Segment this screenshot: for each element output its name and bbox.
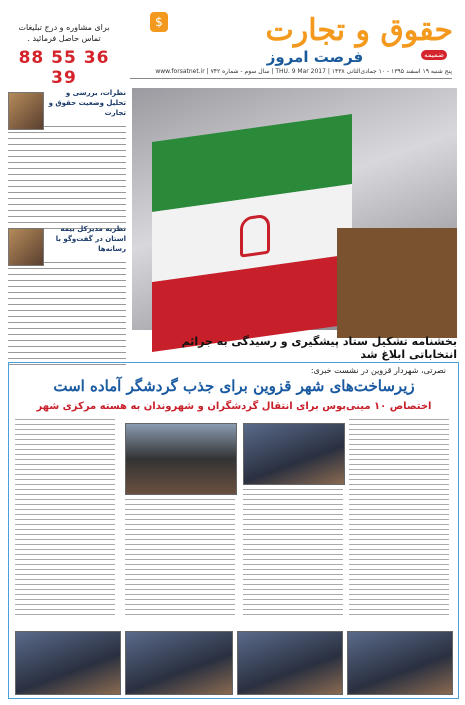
mayor-portrait-photo (125, 423, 237, 495)
ad-phone-number: 88 55 36 39 (18, 48, 110, 88)
story-subheadline: اختصاص ۱۰ مینی‌بوس برای انتقال گردشگران و شهروندان به هسته مرکزی شهر (36, 401, 432, 412)
main-story-photo (132, 88, 457, 330)
advertising-contact-box (8, 22, 120, 88)
ballot-box-image (337, 228, 457, 338)
main-story-headline: بخشنامه تشکیل ستاد پیشگیری و رسیدگی به جرائم انتخاباتی ابلاغ شد (181, 335, 457, 361)
meeting-photo-3 (237, 631, 343, 695)
sidebar-body-text-1 (8, 126, 126, 229)
story-headline: زیرساخت‌های شهر قزوین برای جذب گردشگر آماده است (53, 377, 415, 395)
sidebar-portrait-1 (8, 92, 44, 130)
lower-feature-story (8, 362, 459, 699)
sidebar-story-2 (8, 224, 126, 360)
supplement-badge: ضمیمه (421, 50, 447, 60)
newspaper-title: حقوق و تجارت (265, 13, 453, 48)
sidebar-portrait-2 (8, 228, 44, 266)
article-column-1 (15, 419, 115, 625)
article-column-3 (243, 489, 343, 625)
story-kicker: نصرتی، شهردار قزوین در نشست خبری: (310, 366, 446, 375)
sidebar-headline-2: نظریه مدیرکل بیمه استان در گفت‌وگو با رسانه‌ها (55, 225, 126, 253)
dateline: پنج شنبه ۱۹ اسفند ۱۳۹۵ - ۱۰ جمادی‌الثانی ۱۴۳۸ | THU. 9 Mar 2017 | سال سوم - شماره ۷۴۲ | www.forsatnet.ir (130, 68, 452, 79)
sidebar-column (8, 88, 126, 360)
ad-line-1: برای مشاوره و درج تبلیغات (18, 23, 110, 32)
sidebar-headline-1: نظرات، بررسی و تحلیل وضعیت حقوق و تجارت (48, 89, 126, 117)
article-column-4 (349, 419, 449, 625)
article-column-2 (125, 499, 235, 625)
dollar-logo-icon: $ (150, 12, 168, 32)
sidebar-story-1 (8, 88, 126, 224)
meeting-photo-4 (347, 631, 453, 695)
meeting-photo-1 (15, 631, 121, 695)
iran-flag-image (152, 114, 352, 352)
sidebar-body-text-2 (8, 262, 126, 365)
newspaper-subtitle: فرصت امروز (266, 48, 364, 66)
press-conference-photo-1 (243, 423, 345, 485)
meeting-photo-2 (125, 631, 233, 695)
ad-line-2: تماس حاصل فرمائید . (27, 34, 101, 43)
